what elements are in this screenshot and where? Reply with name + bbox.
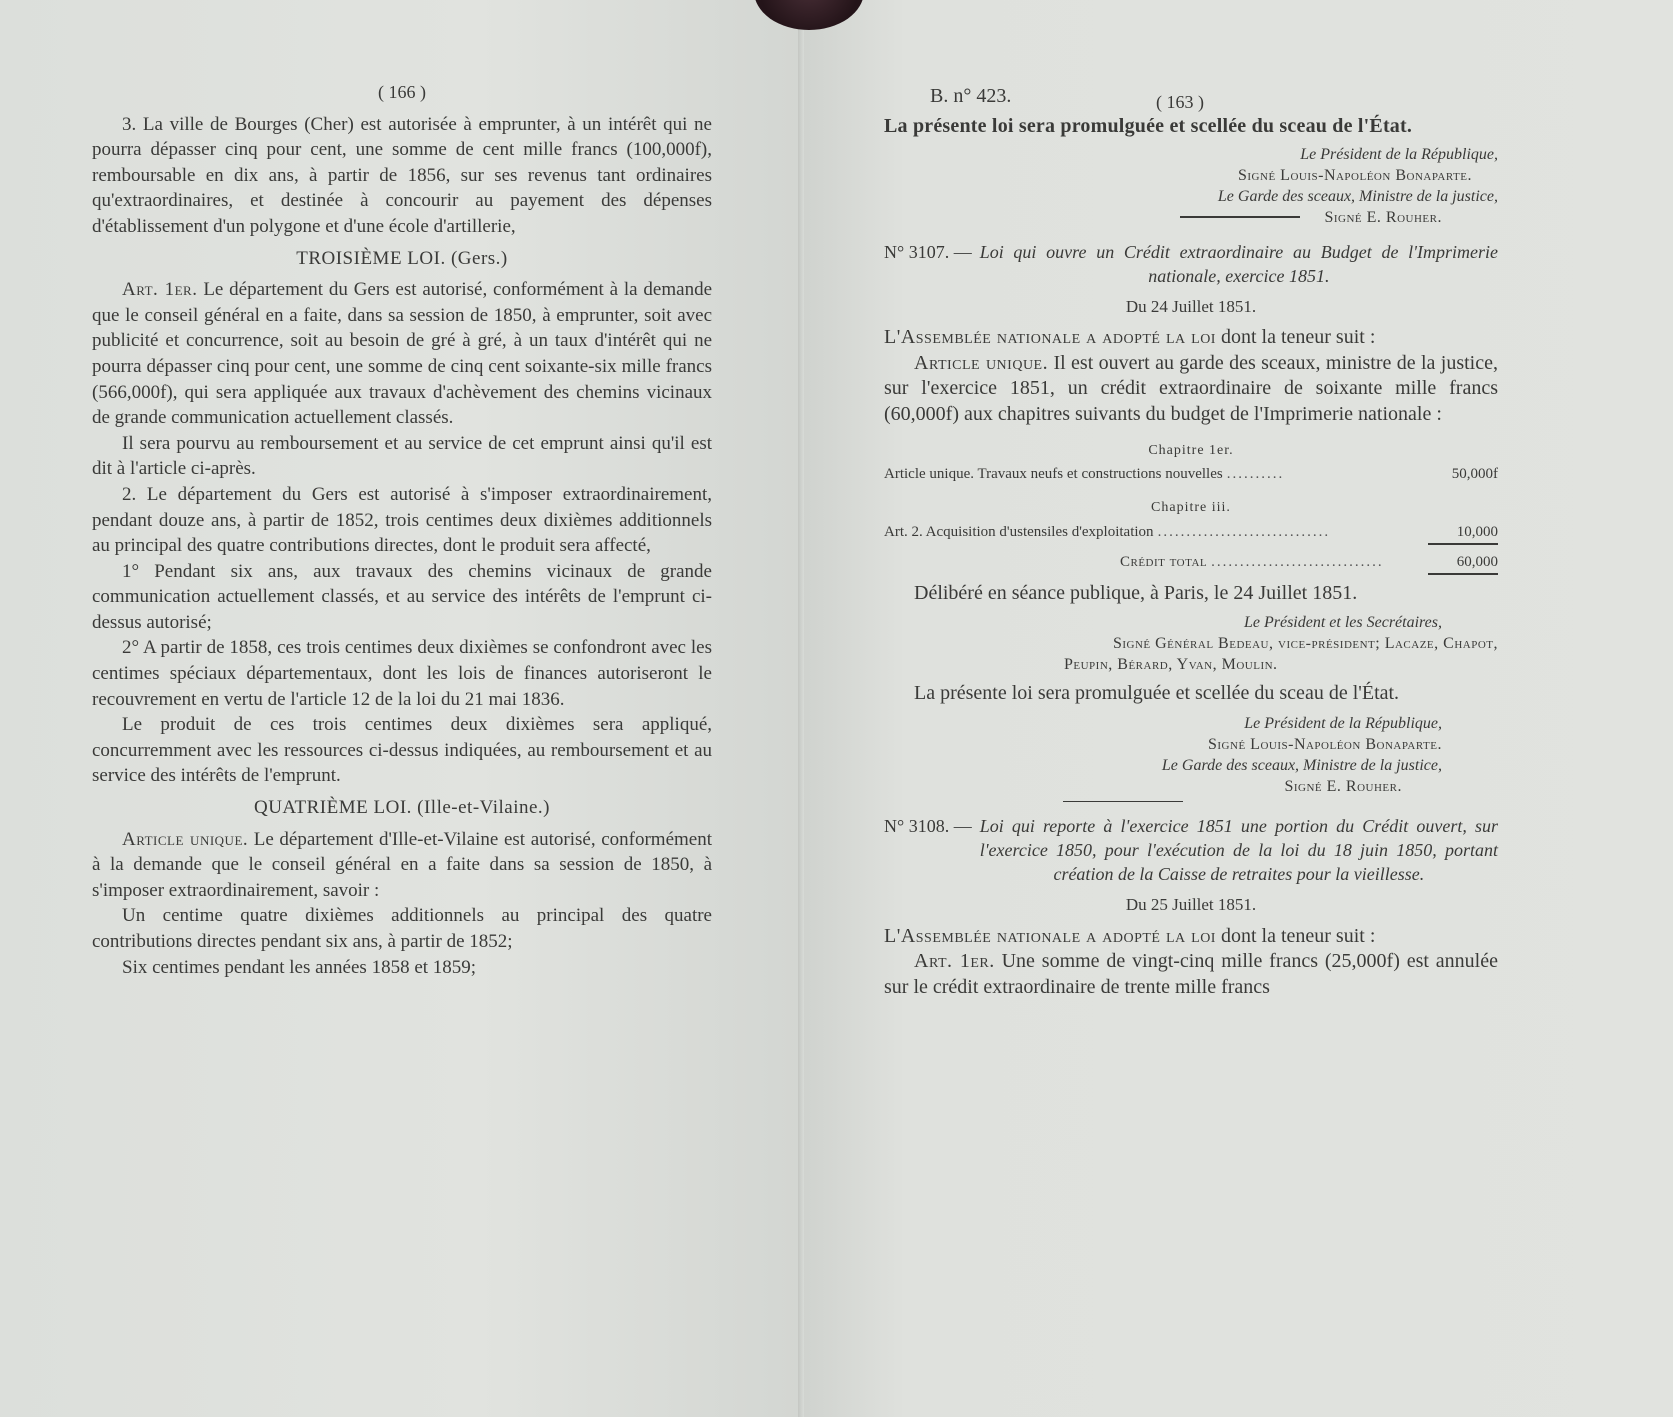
- page-fold: [798, 0, 804, 1417]
- date-24-juillet: Du 24 Juillet 1851.: [1125, 296, 1257, 316]
- assemblee-2: [884, 924, 1498, 950]
- loi-number: N° 3107. —: [884, 241, 972, 262]
- para-pourvu: Il sera pourvu au remboursement et au service de cet emprunt ainsi qu'il est dit à l'article ci-après.: [92, 432, 712, 480]
- signature-line: Signé Général Bedeau, vice-président; Lacaze, Chapot,: [1112, 635, 1498, 653]
- heading-troisieme-loi: TROISIÈME LOI. (Gers.): [296, 247, 508, 269]
- article-text: Une somme de vingt-cinq mille francs (25,000f) est annulée sur le crédit extraordinaire de trente mille francs: [884, 950, 1498, 998]
- separator-rule: [1063, 801, 1183, 802]
- budget-row-chapter-3: [884, 521, 1498, 545]
- loi-3108-heading: [884, 814, 1498, 886]
- article-label: Article unique.: [914, 351, 1049, 374]
- assemblee-label: L'Assemblée nationale a adopté la loi: [884, 326, 1216, 349]
- assemblee-label: L'Assemblée nationale a adopté la loi: [884, 924, 1216, 947]
- article-label: Art. 1er.: [914, 950, 995, 973]
- signature-block-1: [884, 144, 1498, 228]
- signature-block-3: [884, 713, 1498, 802]
- article-label: Article unique.: [122, 828, 249, 850]
- right-column: [884, 84, 1498, 1000]
- row-amount: 60,000: [1428, 551, 1498, 575]
- loi-3107-heading: [884, 240, 1498, 288]
- loi-title: Loi qui reporte à l'exercice 1851 une portion du Crédit ouvert, sur l'exercice 1850, pour l'exécution de la loi du 18 juin 1850, portant création de la Caisse de retraites pour la vieillesse.: [979, 815, 1498, 884]
- row-label: Crédit total: [1120, 553, 1208, 570]
- article-text: Le département du Gers est autorisé, conformément à la demande que le conseil général en a faite, dans sa session de 1850, à emprunter, soit avec publicité et concurrence, soit au besoin de gré à gré, à un taux d'intérêt qui ne pourra dépasser cinq pour cent, une somme de cinq cent soixante-six mille francs (566,000f), qui sera appliquée aux travaux d'achèvement des chemins vicinaux de grande communication actuellement classés.: [92, 279, 713, 429]
- article-unique-3107: [884, 351, 1498, 428]
- date-25-juillet: Du 25 Juillet 1851.: [1125, 894, 1257, 914]
- heading-quatrieme-loi: QUATRIÈME LOI. (Ille-et-Vilaine.): [253, 797, 551, 819]
- para-bourges: 3. La ville de Bourges (Cher) est autorisée à emprunter, à un intérêt qui ne pourra dépasser cinq pour cent, une somme de cent mille francs (100,000f), remboursable en dix ans, à partir de 1856, sur ses revenus tant ordinaires qu'extraordinaires, et destinée à concourir au payement des dépenses d'établissement d'un polygone et d'une école d'artillerie,: [92, 113, 712, 237]
- loi-number: N° 3108. —: [884, 815, 972, 836]
- article-unique-ille: [92, 827, 712, 904]
- chapter-1-heading: Chapitre 1er.: [1148, 442, 1234, 458]
- article-label: Art. 1er.: [122, 279, 198, 301]
- signature-line: Le Garde des sceaux, Ministre de la justice,: [1217, 187, 1498, 205]
- signature-line: Signé Louis-Napoléon Bonaparte.: [1238, 166, 1472, 184]
- article-text: Il est ouvert au garde des sceaux, ministre de la justice, sur l'exercice 1851, un crédit extraordinaire de soixante mille francs (60,000f) aux chapitres suivants du budget de l'Imprimerie nationale :: [884, 351, 1498, 425]
- row-label: Art. 2. Acquisition d'ustensiles d'exploitation: [884, 523, 1154, 540]
- signature-line: Le Garde des sceaux, Ministre de la justice,: [1161, 756, 1442, 774]
- signature-line: Signé E. Rouher.: [1324, 208, 1442, 226]
- chapter-3-heading: Chapitre iii.: [1151, 500, 1231, 516]
- left-page-number: ( 166 ): [378, 82, 426, 102]
- budget-row-chapter-1: [884, 463, 1498, 485]
- signature-block-2: [884, 612, 1498, 675]
- article-1-3108: [884, 949, 1498, 1000]
- delibere: Délibéré en séance publique, à Paris, le 24 Juillet 1851.: [914, 581, 1358, 604]
- promulgation-1: La présente loi sera promulguée et scellée du sceau de l'État.: [884, 115, 1413, 137]
- row-amount: 50,000f: [1451, 466, 1498, 483]
- loi-title: Loi qui ouvre un Crédit extraordinaire au Budget de l'Imprimerie nationale, exercice 1851.: [979, 241, 1498, 286]
- signature-line: Signé E. Rouher.: [1284, 777, 1402, 795]
- para-six-centimes: Six centimes pendant les années 1858 et 1859;: [122, 956, 477, 978]
- bulletin-number: B. n° 423.: [930, 85, 1012, 107]
- right-page-header: [884, 84, 1498, 114]
- leader-dots: ..............................: [1157, 523, 1331, 540]
- signature-line: Le Président et les Secrétaires,: [1243, 614, 1442, 632]
- para-produit: Le produit de ces trois centimes deux dixièmes sera appliqué, concurremment avec les ressources ci-dessus indiquées, au remboursement et au service des intérêts de l'emprunt.: [92, 714, 712, 787]
- left-column: [92, 80, 712, 980]
- signature-line: Le Président de la République,: [1300, 145, 1498, 163]
- article-2-gers: 2. Le département du Gers est autorisé à s'imposer extraordinairement, pendant douze ans, à partir de 1852, trois centimes deux dixièmes additionnels au principal des quatre contributions directes, dont le produit sera affecté,: [92, 483, 712, 557]
- leader-dots: ..........: [1226, 466, 1285, 483]
- row-amount: 10,000: [1428, 521, 1498, 545]
- credit-total-row: [884, 551, 1498, 575]
- right-page-number: ( 163 ): [1156, 92, 1204, 112]
- row-label: Article unique. Travaux neufs et constructions nouvelles: [884, 466, 1223, 483]
- signature-line: Le Président de la République,: [1244, 714, 1442, 732]
- assemblee-rest: dont la teneur suit :: [1220, 924, 1376, 947]
- signature-line: Peupin, Bérard, Yvan, Moulin.: [1064, 656, 1278, 674]
- signature-line: Signé Louis-Napoléon Bonaparte.: [1208, 735, 1442, 753]
- assemblee-1: [884, 325, 1498, 351]
- leader-dots: ..............................: [1211, 553, 1384, 570]
- item-2: 2° A partir de 1858, ces trois centimes deux dixièmes se confondront avec les centimes spéciaux départementaux, dont les lois de finances autoriseront le recouvrement en vertu de l'article 12 de la loi du 21 mai 1836.: [92, 637, 712, 710]
- separator-rule: [1180, 216, 1300, 218]
- item-1: 1° Pendant six ans, aux travaux des chemins vicinaux de grande communication actuellement classés, et au service des intérêts de l'emprunt ci-dessus autorisé;: [92, 560, 712, 633]
- para-centime: Un centime quatre dixièmes additionnels au principal des quatre contributions directes pendant six ans, à partir de 1852;: [92, 905, 712, 952]
- promulgation-2: La présente loi sera promulguée et scellée du sceau de l'État.: [914, 682, 1400, 705]
- article-text: Le département d'Ille-et-Vilaine est autorisé, conformément à la demande que le conseil général en a faite dans sa session de 1850, à s'imposer extraordinairement, savoir :: [92, 828, 712, 901]
- article-1-gers: [92, 277, 712, 431]
- assemblee-rest: dont la teneur suit :: [1220, 326, 1376, 349]
